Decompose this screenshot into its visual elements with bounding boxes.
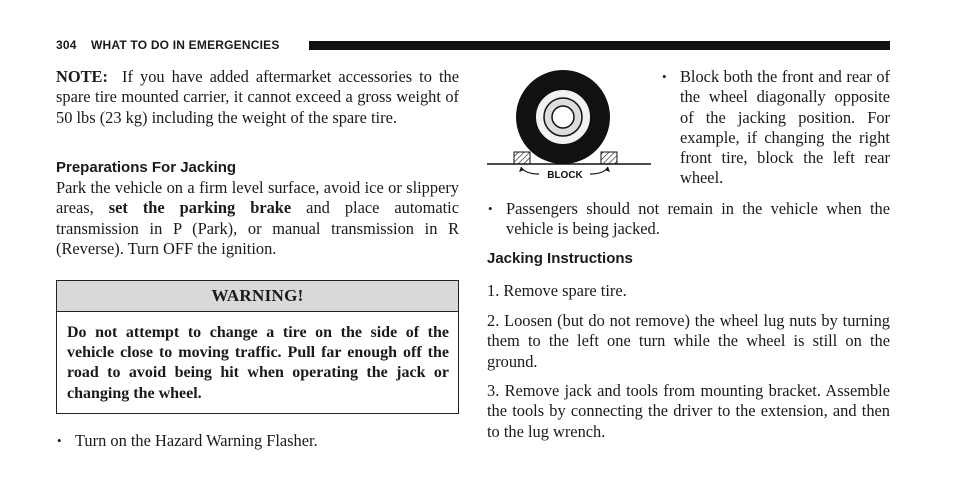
note-text: If you have added aftermarket accessories to the spare tire mounted carrier, it cannot exceed a gross weight of 50 lbs (23 kg) including the weight of the spare tire. — [56, 67, 459, 127]
section-title: WHAT TO DO IN EMERGENCIES — [91, 38, 280, 52]
header-rule — [309, 41, 890, 50]
preparations-paragraph — [56, 178, 459, 259]
warning-text: Do not attempt to change a tire on the side of the vehicle close to moving traffic. Pull far enough off the road to avoid being hit when operating the jack or changing the wheel. — [67, 324, 449, 402]
list-item — [661, 67, 890, 189]
jacking-step-3: 3. Remove jack and tools from mounting bracket. Assemble the tools by connecting the driver to the extension, and then to the lug wrench. — [487, 381, 890, 441]
note-label: NOTE: — [56, 67, 108, 86]
list-item — [487, 199, 890, 240]
tire-block-illustration — [487, 70, 651, 185]
bullet-dot: • — [488, 201, 493, 216]
note-paragraph — [56, 67, 459, 128]
bullet-text: Block both the front and rear of the wheel diagonally opposite of the jacking position. For example, if changing the right front tire, block the left rear wheel. — [680, 67, 890, 188]
hazard-bullet-list — [56, 431, 459, 451]
page-number: 304 — [56, 38, 77, 52]
wheel-hub — [552, 106, 574, 128]
block-label: BLOCK — [547, 170, 583, 181]
block-left-icon — [514, 152, 530, 164]
bullet-dot: • — [57, 433, 62, 448]
label-arrow-right — [590, 167, 608, 174]
warning-box — [56, 280, 459, 414]
block-bullet — [661, 67, 890, 189]
warning-title: WARNING! — [57, 281, 458, 312]
jacking-step-2: 2. Loosen (but do not remove) the wheel lug nuts by turning them to the left one turn while the wheel is still on the ground. — [487, 311, 890, 371]
list-item — [56, 431, 459, 451]
bullet-text: Passengers should not remain in the vehicle when the vehicle is being jacked. — [506, 199, 890, 239]
prep-text-before: Park the vehicle on a firm level surface, avoid ice or slippery areas, — [56, 178, 459, 218]
bullet-text: Turn on the Hazard Warning Flasher. — [75, 431, 318, 450]
prep-text-bold: set the parking brake — [108, 198, 292, 218]
block-right-icon — [601, 152, 617, 164]
page-header — [56, 37, 890, 53]
passengers-bullet — [487, 199, 890, 240]
label-arrow-left — [521, 167, 539, 174]
jacking-step-1: 1. Remove spare tire. — [487, 281, 627, 300]
bullet-dot: • — [662, 69, 667, 84]
prep-text-after: and place automatic transmission in P (Park), or manual transmission in R (Reverse). Turn OFF the ignition. — [56, 198, 459, 258]
preparations-heading: Preparations For Jacking — [56, 159, 237, 176]
jacking-heading: Jacking Instructions — [487, 250, 633, 267]
